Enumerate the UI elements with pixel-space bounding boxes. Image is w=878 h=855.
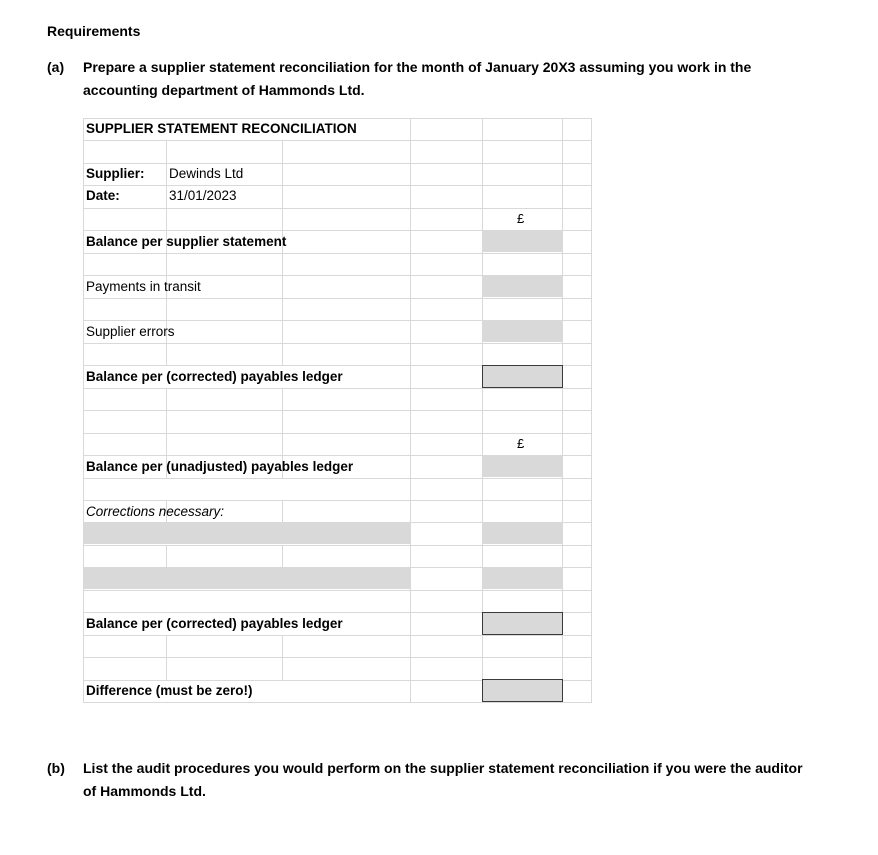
- grid-line: [282, 500, 283, 522]
- balance-corrected-label: Balance per (corrected) payables ledger: [86, 616, 343, 631]
- question-a-label: (a): [47, 59, 65, 75]
- question-a-text: Prepare a supplier statement reconciliation for the month of January 20X3 assuming you work in the accounting department of Hammonds Ltd.: [83, 59, 752, 98]
- grid-line: [83, 208, 592, 209]
- grid-line: [83, 163, 592, 164]
- supplier-value: Dewinds Ltd: [169, 166, 244, 181]
- requirements-heading: Requirements: [47, 23, 141, 39]
- reconciliation-table: [83, 118, 592, 703]
- total-cell[interactable]: [482, 679, 563, 702]
- grid-line: [83, 635, 592, 636]
- grid-line: [83, 410, 592, 411]
- grid-line: [83, 298, 592, 299]
- difference-label: Difference (must be zero!): [86, 683, 253, 698]
- grid-line: [83, 545, 592, 546]
- question-b-text: List the audit procedures you would perform on the supplier statement reconciliation if you were the auditor of Hammonds Ltd.: [83, 760, 803, 799]
- input-cell[interactable]: [483, 523, 562, 544]
- grid-line: [83, 343, 592, 344]
- total-cell[interactable]: [482, 612, 563, 635]
- question-b-label: (b): [47, 760, 65, 776]
- grid-line: [83, 500, 592, 501]
- payments-in-transit-label: Payments in transit: [86, 279, 201, 294]
- grid-line: [166, 545, 167, 567]
- grid-line: [83, 590, 592, 591]
- supplier-label: Supplier:: [86, 166, 145, 181]
- correction-description-cell[interactable]: [84, 523, 410, 544]
- grid-line: [282, 545, 283, 567]
- date-value: 31/01/2023: [169, 188, 237, 203]
- balance-per-statement-label: Balance per supplier statement: [86, 234, 287, 249]
- supplier-errors-label: Supplier errors: [86, 324, 175, 339]
- grid-line: [83, 140, 592, 141]
- input-cell[interactable]: [483, 456, 562, 477]
- input-cell[interactable]: [483, 568, 562, 589]
- input-cell[interactable]: [483, 231, 562, 252]
- corrections-necessary-label: Corrections necessary:: [86, 504, 225, 519]
- reconciliation-title: SUPPLIER STATEMENT RECONCILIATION: [86, 121, 357, 136]
- currency-symbol: £: [517, 211, 525, 226]
- grid-line: [83, 388, 592, 389]
- grid-line: [83, 433, 592, 434]
- input-cell[interactable]: [483, 276, 562, 297]
- balance-corrected-label: Balance per (corrected) payables ledger: [86, 369, 343, 384]
- grid-line: [83, 478, 592, 479]
- grid-line: [83, 185, 592, 186]
- grid-line: [83, 118, 592, 119]
- total-cell[interactable]: [482, 365, 563, 388]
- grid-line: [83, 702, 592, 703]
- grid-line: [83, 657, 592, 658]
- date-label: Date:: [86, 188, 120, 203]
- input-cell[interactable]: [483, 321, 562, 342]
- correction-description-cell[interactable]: [84, 568, 410, 589]
- currency-symbol: £: [517, 436, 525, 451]
- grid-line: [83, 253, 592, 254]
- balance-unadjusted-label: Balance per (unadjusted) payables ledger: [86, 459, 354, 474]
